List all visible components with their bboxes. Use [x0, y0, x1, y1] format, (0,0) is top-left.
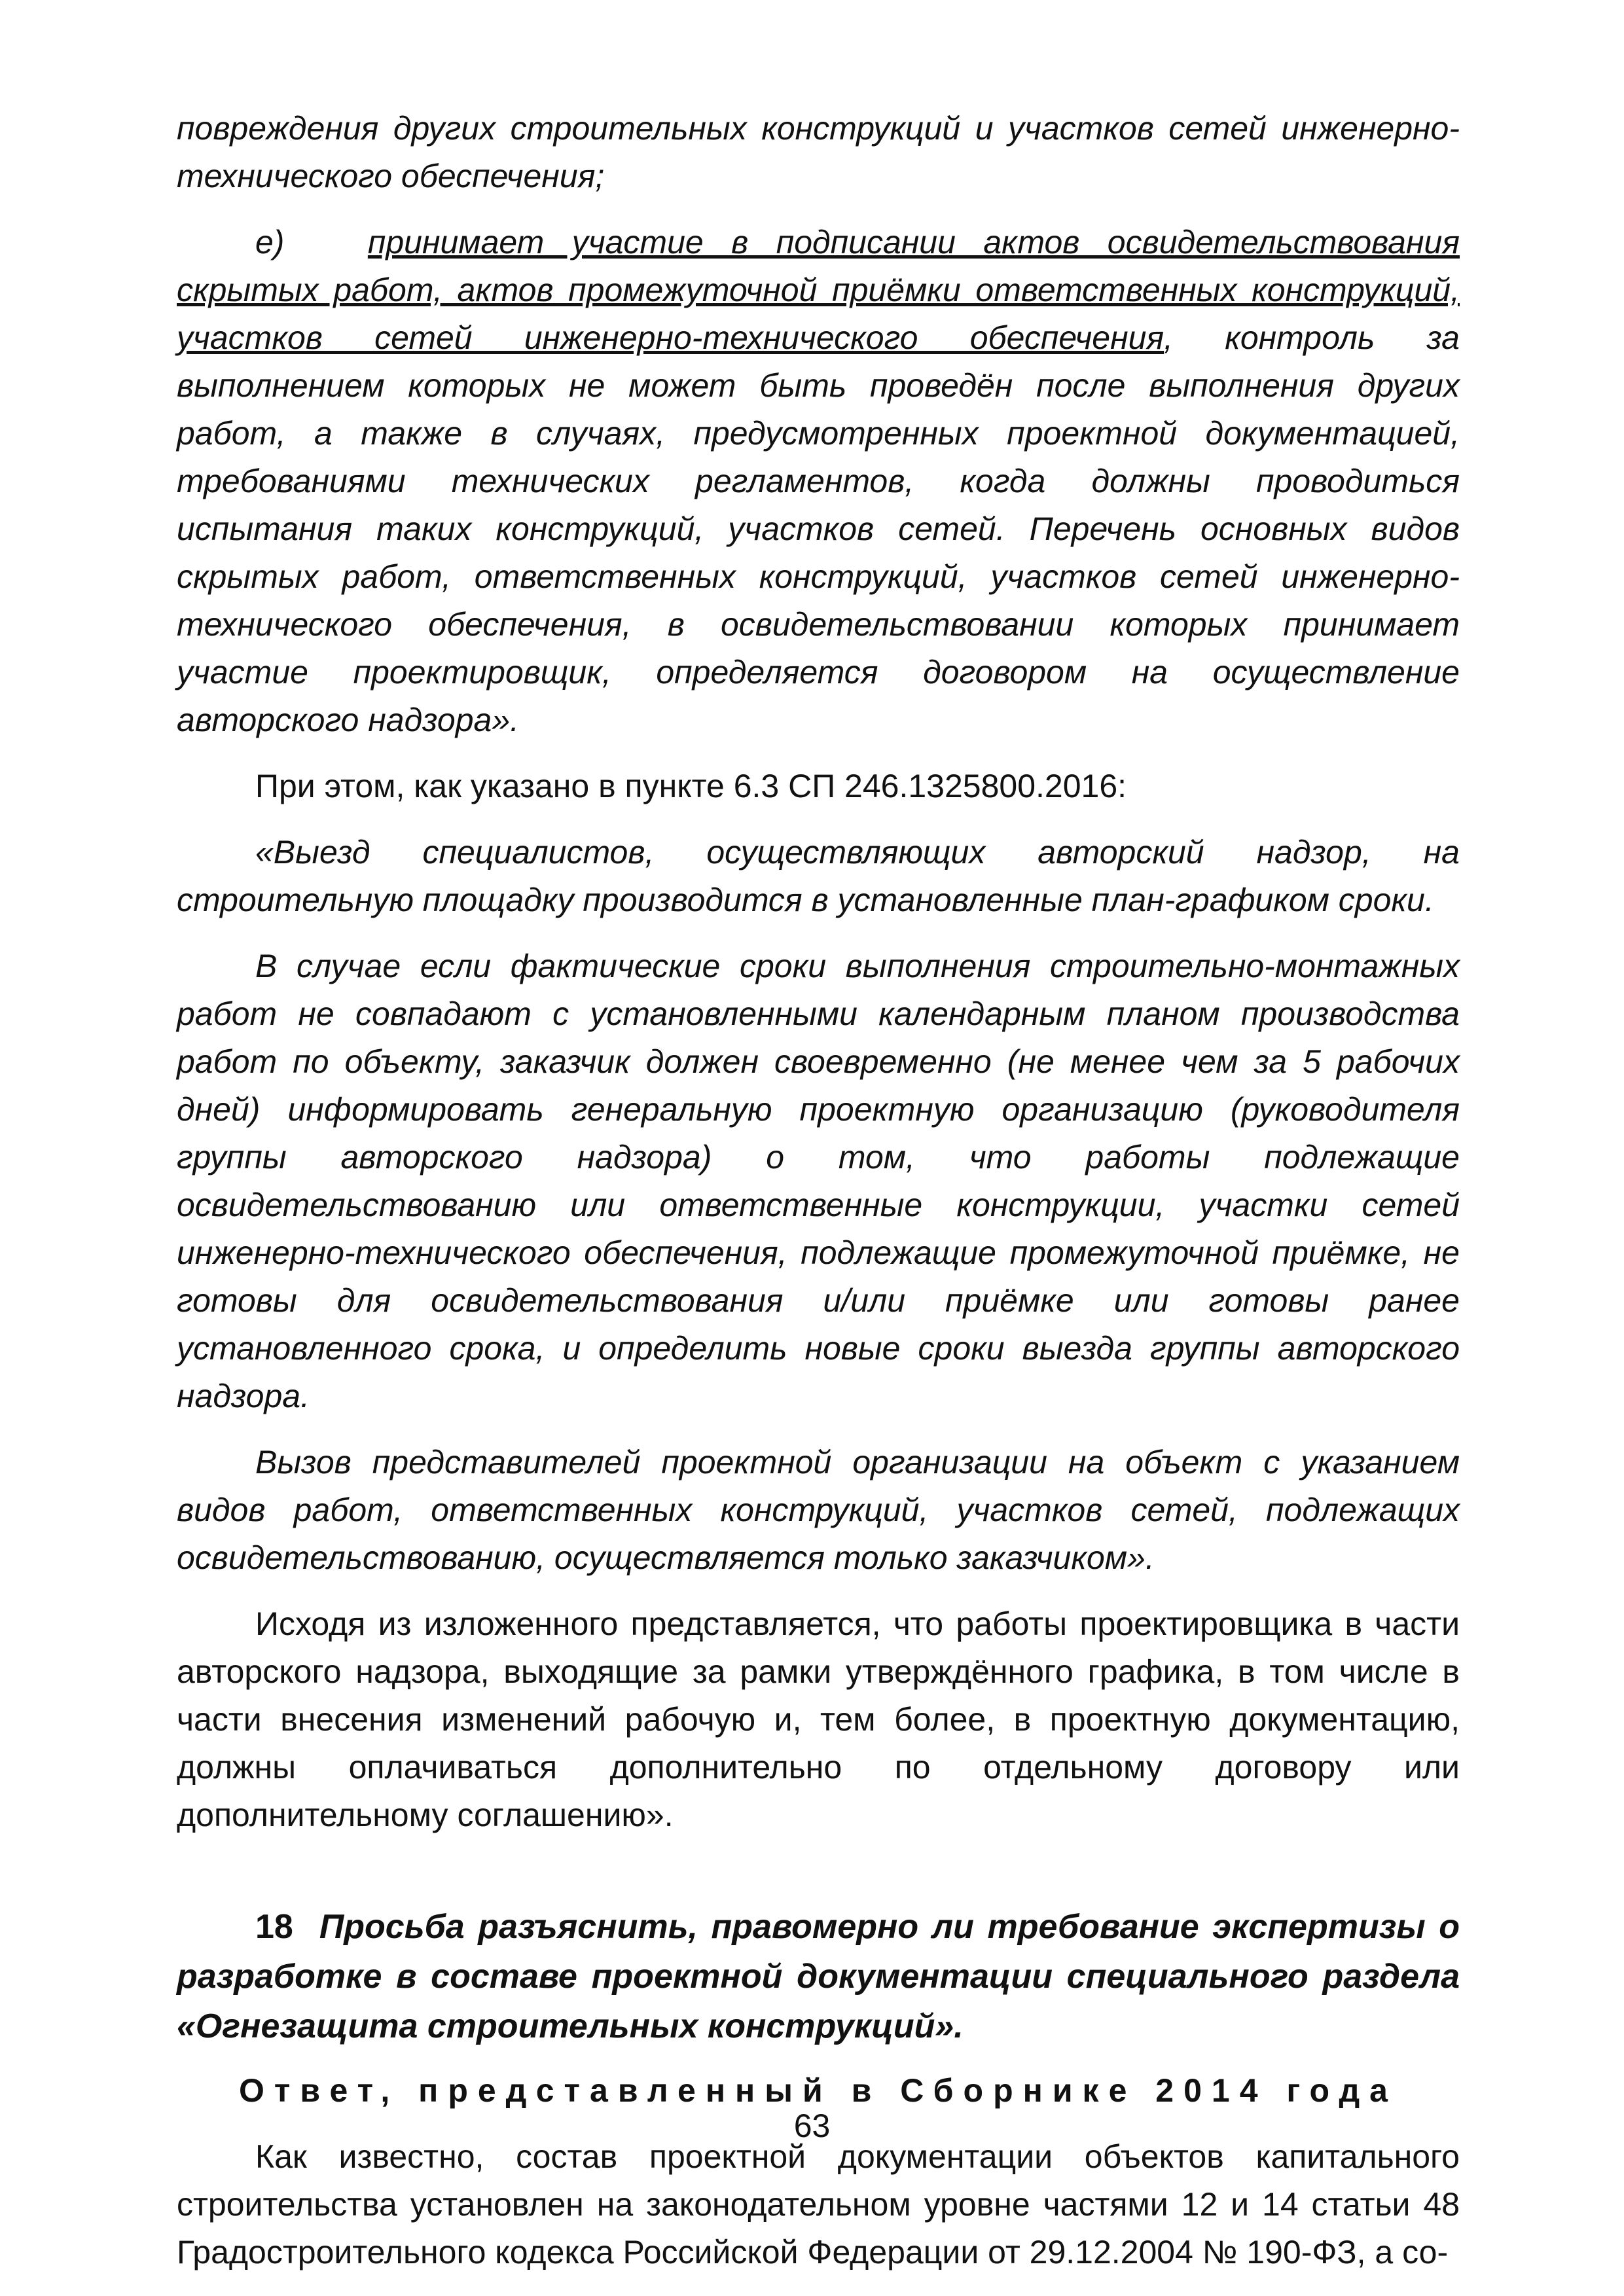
item-e-rest: , контроль за выполнением которых не может быть проведён после выполнения других работ, а также в случаях, предусмотренных проектной документацией, требованиями технических регламентов, когда должны проводиться испытания таких конструкций, участков сетей. Перечень основных видов скрытых работ, ответственных конструкций, участков сетей инженерно-технического обеспечения, в освидетельствовании которых принимает участие проектировщик, определяется договором на осуществление авторского надзора».: [177, 319, 1460, 738]
document-page: [177, 105, 1460, 2276]
answer-heading: Ответ, представленный в Сборнике 2014 года: [239, 2072, 1398, 2109]
question-heading: [177, 1902, 1460, 2051]
paragraph-answer: Как известно, состав проектной документации объектов капитального строительства установлен на законодательном уровне частями 12 и 14 статьи 48 Градостроительного кодекса Российской Федерации от 29.12.2004 № 190-ФЗ, а со-: [177, 2138, 1460, 2270]
paragraph-quote-call: Вызов представителей проектной организации на объект с указанием видов работ, ответственных конструкций, участков сетей, подлежащих освидетельствованию, осуществляется только заказчиком».: [177, 1444, 1460, 1576]
question-text: Просьба разъяснить, правомерно ли требование экспертизы о разработке в составе проектной документации специального раздела «Огнезащита строительных конструкций».: [177, 1908, 1460, 2045]
paragraph-sp-reference: При этом, как указано в пункте 6.3 СП 246.1325800.2016:: [255, 768, 1127, 804]
paragraph-item-e: [177, 219, 1460, 744]
item-label: е): [255, 224, 285, 260]
paragraph-conclusion: Исходя из изложенного представляется, что работы проектировщика в части авторского надзора, выходящие за рамки утверждённого графика, в том числе в части внесения изменений рабочую и, тем более, в проектную документацию, должны оплачиваться дополнительно по отдельному договору или дополнительному соглашению».: [177, 1605, 1460, 1833]
question-number: 18: [255, 1908, 293, 1946]
paragraph-quote-visit: «Выезд специалистов, осуществляющих авторский надзор, на строительную площадку производится в установленные план-графиком сроки.: [177, 834, 1460, 918]
page-number: 63: [793, 2108, 831, 2144]
paragraph-hazards-continuation: повреждения других строительных конструкций и участков сетей инженерно-технического обеспечения;: [177, 110, 1460, 194]
paragraph-quote-deadlines: В случае если фактические сроки выполнения строительно-монтажных работ не совпадают с установленными календарным планом производства работ по объекту, заказчик должен своевременно (не менее чем за 5 рабочих дней) информировать генеральную проектную организацию (руководителя группы авторского надзора) о том, что работы подлежащие освидетельствованию или ответственные конструкции, участки сетей инженерно-технического обеспечения, подлежащие промежуточной приёмке, не готовы для освидетельствования и/или приёмке или готовы ранее установленного срока, и определить новые сроки выезда группы авторского надзора.: [177, 948, 1460, 1414]
underlined-text: принимает участие в подписании актов освидетельствования скрытых работ, актов промежуточной приёмки ответственных конструкций, участков сетей инженерно-технического обеспечения: [177, 224, 1460, 356]
